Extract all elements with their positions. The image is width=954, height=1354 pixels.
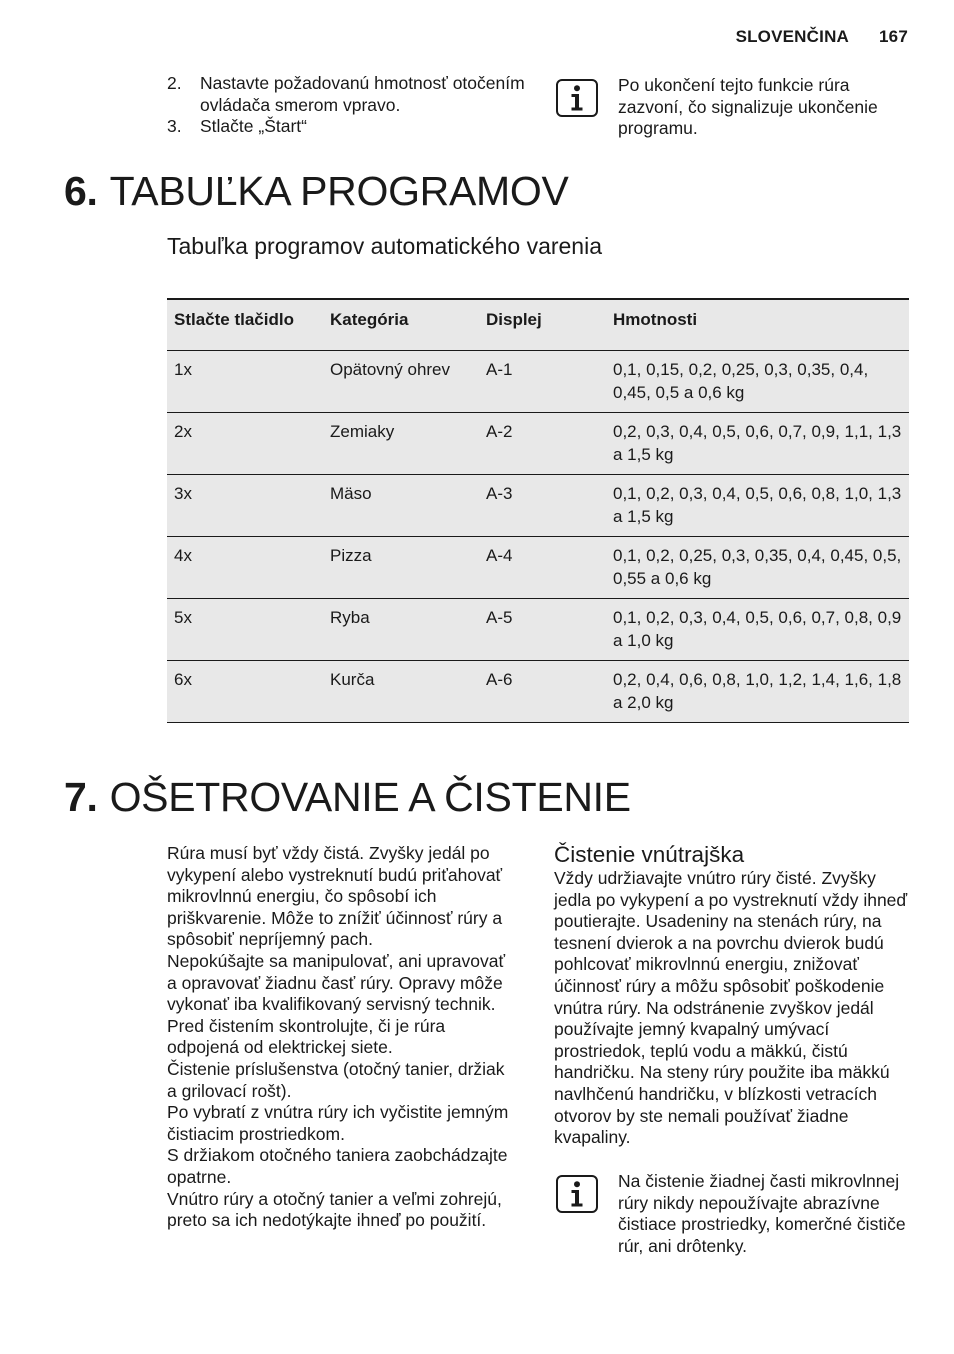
column-header: Stlačte tlačidlo <box>167 299 323 351</box>
care-text-right: Vždy udržiavajte vnútro rúry čisté. Zvyšky jedla po vykypení a po vystreknutí vždy ihneď poutierajte. Usadeniny na stenách rúry, na tesnení dvierok a na povrchu dvierok budú pohlcovať mikrovlnnú energiu, znižovať účinnosť rúry a môžu spôsobiť poškodenie vnútra rúry. Na odstránenie zvyškov jedál používajte jemný kvapalný umývací prostriedok, teplú vodu a mäkkú, čistú handričku. Na steny rúry použite iba mäkkú navlhčenú handričku, v blízkosti vetracích otvorov by ste nemali používať žiadne kvapaliny. <box>554 868 908 1148</box>
table-cell: A-2 <box>479 413 606 475</box>
page-header <box>736 27 908 47</box>
info-icon <box>556 79 598 117</box>
step-text: Stlačte „Štart“ <box>200 116 307 136</box>
table-cell: Pizza <box>323 537 479 599</box>
table-cell: Ryba <box>323 599 479 661</box>
column-header: Displej <box>479 299 606 351</box>
step-number: 2. <box>167 73 182 93</box>
info-note-text: Po ukončení tejto funkcie rúra zazvoní, čo signalizuje ukončenie programu. <box>618 75 878 138</box>
table-cell: Zemiaky <box>323 413 479 475</box>
info-note-bottom <box>556 1171 912 1257</box>
table-cell: 5x <box>167 599 323 661</box>
section-title: TABUĽKA PROGRAMOV <box>109 168 569 214</box>
table-row <box>167 413 909 475</box>
section-7-heading <box>64 774 631 821</box>
table-cell: A-6 <box>479 661 606 723</box>
paragraph: S držiakom otočného taniera zaobchádzajte opatrne. <box>167 1145 508 1187</box>
section-number: 7. <box>64 774 98 820</box>
table-row <box>167 599 909 661</box>
table-cell: Mäso <box>323 475 479 537</box>
table-row <box>167 661 909 723</box>
step-list <box>167 73 527 138</box>
column-header: Hmotnosti <box>606 299 909 351</box>
info-note-top <box>556 75 912 140</box>
table-row <box>167 475 909 537</box>
section-6-heading <box>64 168 569 215</box>
table-row <box>167 351 909 413</box>
table-cell: 0,1, 0,2, 0,3, 0,4, 0,5, 0,6, 0,7, 0,8, 0,9 a 1,0 kg <box>606 599 909 661</box>
paragraph: Po vybratí z vnútra rúry ich vyčistite jemným čistiacim prostriedkom. <box>167 1102 509 1144</box>
step-text: Nastavte požadovanú hmotnosť otočením ovládača smerom vpravo. <box>200 73 525 115</box>
care-text-left <box>167 843 517 1232</box>
table-caption: Tabuľka programov automatického varenia <box>167 233 603 259</box>
column-header: Kategória <box>323 299 479 351</box>
table-cell: A-5 <box>479 599 606 661</box>
table-cell: A-4 <box>479 537 606 599</box>
paragraph: Nepokúšajte sa manipulovať, ani upravovať a opravovať žiadnu časť rúry. Opravy môže vykonať iba kvalifikovaný servisný technik. <box>167 950 506 1015</box>
table-cell: 0,2, 0,3, 0,4, 0,5, 0,6, 0,7, 0,9, 1,1, 1,3 a 1,5 kg <box>606 413 909 475</box>
page-number: 167 <box>879 27 908 46</box>
section-title: OŠETROVANIE A ČISTENIE <box>109 774 631 820</box>
info-note-text: Na čistenie žiadnej časti mikrovlnnej rúry nikdy nepoužívajte abrazívne čistiace prostriedky, komerčné čističe rúr, ani drôtenky. <box>618 1171 906 1256</box>
table-cell: 1x <box>167 351 323 413</box>
section-number: 6. <box>64 168 98 214</box>
table-row <box>167 537 909 599</box>
subsection-title: Čistenie vnútrajška <box>554 842 745 867</box>
info-icon <box>556 1175 598 1213</box>
paragraph: Rúra musí byť vždy čistá. Zvyšky jedál po vykypení alebo vystreknutí budú priťahovať mikrovlnnú energiu, čo spôsobí ich priškvarenie. Môže to znížiť účinnosť rúry a spôsobiť nepríjemný pach. <box>167 843 503 950</box>
table-cell: Kurča <box>323 661 479 723</box>
table-cell: Opätovný ohrev <box>323 351 479 413</box>
table-cell: 4x <box>167 537 323 599</box>
list-item <box>167 73 527 116</box>
paragraph: Pred čistením skontrolujte, či je rúra odpojená od elektrickej siete. <box>167 1015 446 1058</box>
table-cell: 0,1, 0,15, 0,2, 0,25, 0,3, 0,35, 0,4, 0,45, 0,5 a 0,6 kg <box>606 351 909 413</box>
program-table <box>167 298 909 723</box>
header-language: SLOVENČINA <box>735 27 850 46</box>
list-item <box>167 116 527 138</box>
table-cell: 0,1, 0,2, 0,25, 0,3, 0,35, 0,4, 0,45, 0,5, 0,55 a 0,6 kg <box>606 537 909 599</box>
table-cell: 0,2, 0,4, 0,6, 0,8, 1,0, 1,2, 1,4, 1,6, 1,8 a 2,0 kg <box>606 661 909 723</box>
table-cell: A-3 <box>479 475 606 537</box>
table-cell: 2x <box>167 413 323 475</box>
table-header-row <box>167 299 909 351</box>
table-cell: 3x <box>167 475 323 537</box>
step-number: 3. <box>167 116 182 136</box>
table-cell: 0,1, 0,2, 0,3, 0,4, 0,5, 0,6, 0,8, 1,0, 1,3 a 1,5 kg <box>606 475 909 537</box>
paragraph: Vnútro rúry a otočný tanier a veľmi zohrejú, preto sa ich nedotýkajte ihneď po použití. <box>167 1188 502 1231</box>
table-cell: 6x <box>167 661 323 723</box>
table-cell: A-1 <box>479 351 606 413</box>
paragraph: Čistenie príslušenstva (otočný tanier, držiak a grilovací rošt). <box>167 1058 505 1101</box>
